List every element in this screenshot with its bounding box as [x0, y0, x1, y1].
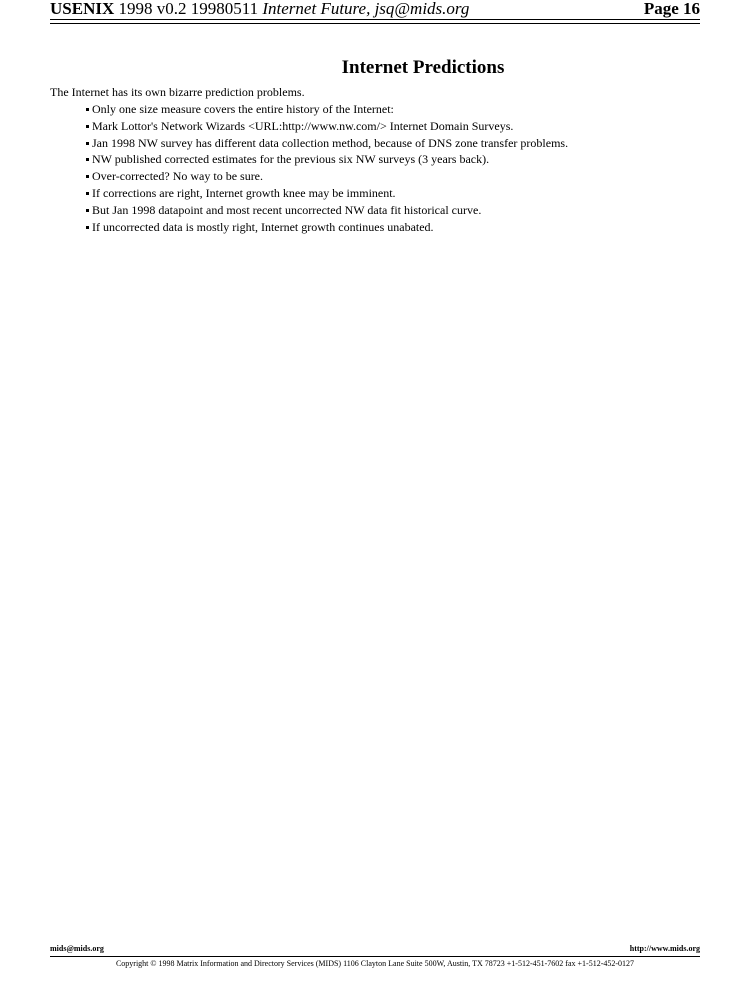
footer-url: http://www.mids.org — [629, 944, 700, 953]
bullet-text: Jan 1998 NW survey has different data collection method, because of DNS zone transfer problems. — [92, 135, 569, 150]
bullet-item — [86, 101, 568, 118]
bullet-item — [86, 202, 568, 219]
bullet-icon — [86, 192, 89, 195]
bullet-item — [86, 219, 568, 236]
bullet-icon — [86, 175, 89, 178]
bullet-icon — [86, 108, 89, 111]
bullet-icon — [86, 226, 89, 229]
intro-text: The Internet has its own bizarre prediction problems. — [50, 85, 305, 99]
bullet-text: Only one size measure covers the entire history of the Internet: — [92, 102, 394, 116]
bullet-item — [86, 168, 568, 185]
bullet-text: But Jan 1998 datapoint and most recent uncorrected NW data fit historical curve. — [92, 202, 482, 217]
bullet-text: NW published corrected estimates for the previous six NW surveys (3 years back). — [92, 152, 490, 167]
footer-email: mids@mids.org — [50, 944, 104, 953]
bullet-text: If corrections are right, Internet growth knee may be imminent. — [92, 185, 396, 200]
bullet-text: Mark Lottor's Network Wizards <URL:http://www.nw.com/> Internet Domain Surveys. — [92, 118, 514, 133]
bullet-icon — [86, 158, 89, 161]
header-left — [50, 0, 469, 18]
bullet-item — [86, 151, 568, 168]
header-author: jsq@mids.org — [374, 0, 470, 18]
bullet-item — [86, 118, 568, 135]
footer-rule — [50, 956, 700, 957]
header-version: 1998 v0.2 19980511 — [118, 0, 259, 18]
header-conference: USENIX — [50, 0, 115, 18]
bullet-item — [86, 135, 568, 152]
bullet-item — [86, 185, 568, 202]
bullet-text: If uncorrected data is mostly right, Internet growth continues unabated. — [92, 219, 434, 234]
copyright-notice: Copyright © 1998 Matrix Information and Directory Services (MIDS) 1106 Clayton Lane Suite 500W, Austin, TX 78723 +1-512-451-7602 fax +1-512-452-0127 — [115, 959, 635, 968]
header-page-number: Page 16 — [643, 0, 700, 18]
header-doc-title: Internet Future, — [262, 0, 371, 18]
bullet-icon — [86, 142, 89, 145]
bullet-list — [86, 101, 568, 235]
bullet-icon — [86, 125, 89, 128]
bullet-icon — [86, 209, 89, 212]
header-rule-top — [50, 19, 700, 20]
page-title: Internet Predictions — [341, 57, 505, 78]
header-rule-bottom — [50, 23, 700, 24]
bullet-text: Over-corrected? No way to be sure. — [92, 169, 264, 184]
